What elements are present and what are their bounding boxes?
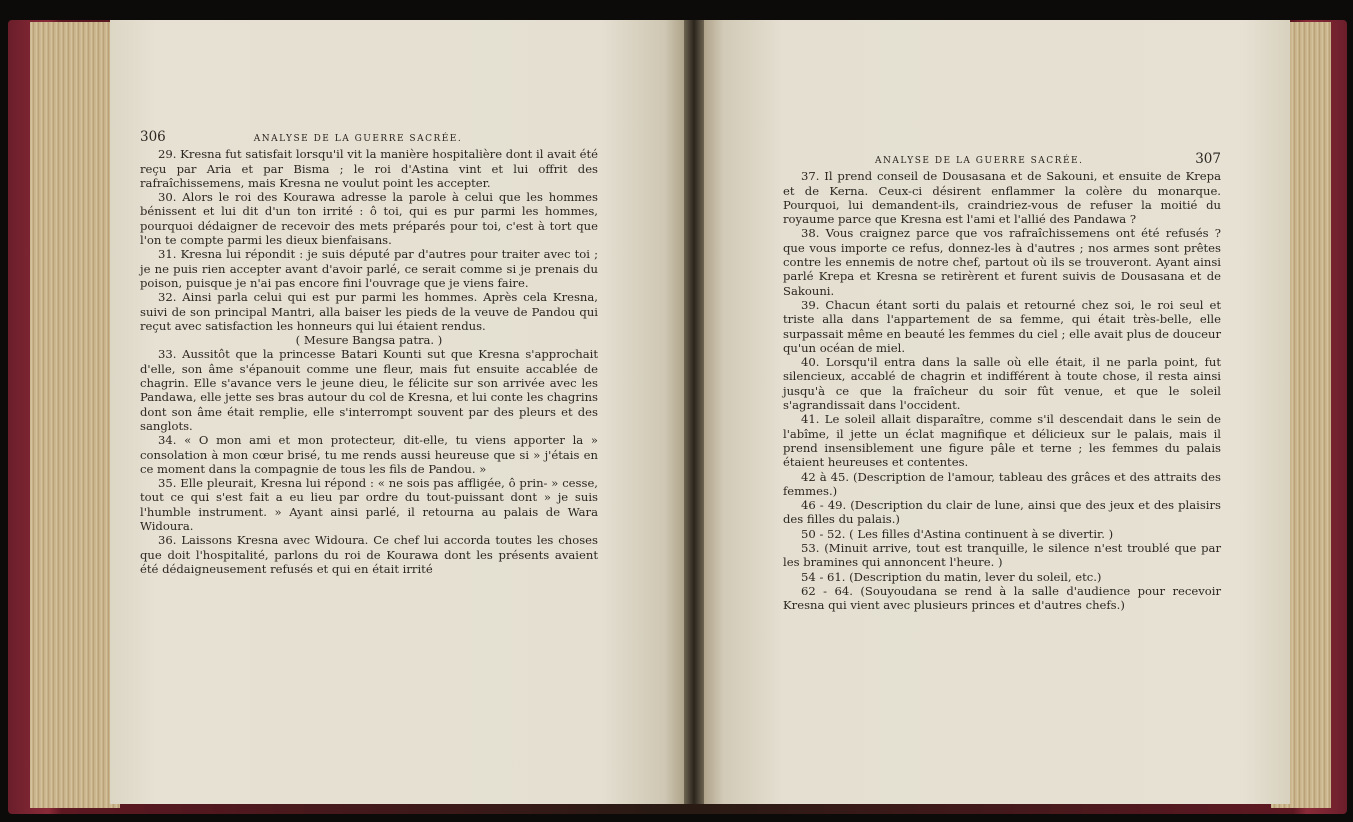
paragraph: 53. (Minuit arrive, tout est tranquille, le silence n'est troublé que par les bramines qui annoncent l'heure. )	[783, 541, 1221, 570]
paragraph: 40. Lorsqu'il entra dans la salle où elle était, il ne parla point, fut silencieux, accablé de chagrin et indifférent à toute chose, il resta ainsi jusqu'à ce que la fraîcheur du soir fût venue, et que le soleil s'agrandissait dans l'occident.	[783, 355, 1221, 413]
left-page-header	[140, 130, 598, 146]
book-gutter	[684, 20, 704, 804]
meter-note: ( Mesure Bangsa patra. )	[295, 333, 443, 348]
left-page-edges	[30, 22, 120, 808]
paragraph: 34. « O mon ami et mon protecteur, dit-elle, tu viens apporter la » consolation à mon cœur brisé, tu me rends aussi heureuse que si » j'étais en ce moment dans la compagnie de tous les fils de Pandou. »	[140, 433, 598, 476]
paragraph: 38. Vous craignez parce que vos rafraîchissemens ont été refusés ? que vous importe ce refus, donnez-les à d'autres ; nos armes sont prêtes contre les ennemis de notre chef, partout où ils se trouveront. Ayant ainsi parlé Krepa et Kresna se retirèrent et furent suivis de Dousasana et de Sakouni.	[783, 226, 1221, 298]
paragraph: 46 - 49. (Description du clair de lune, ainsi que des jeux et des plaisirs des filles du palais.)	[783, 498, 1221, 527]
right-page-text	[783, 152, 1221, 613]
paragraph: 32. Ainsi parla celui qui est pur parmi les hommes. Après cela Kresna, suivi de son principal Mantri, alla baiser les pieds de la veuve de Pandou qui reçut avec satisfaction les honneurs qui lui étaient rendus.	[140, 290, 598, 333]
paragraph: 50 - 52. ( Les filles d'Astina continuent à se divertir. )	[801, 526, 1114, 541]
paragraph: 62 - 64. (Souyoudana se rend à la salle d'audience pour recevoir Kresna qui vient avec plusieurs princes et d'autres chefs.)	[783, 583, 1221, 613]
paragraph: 37. Il prend conseil de Dousasana et de Sakouni, et ensuite de Krepa et de Kerna. Ceux-ci désirent enflammer la colère du monarque. Pourquoi, lui demandent-ils, craindriez-vous de refuser la moitié du royaume parce que Kresna est l'ami et l'allié des Pandawa ?	[783, 169, 1221, 227]
paragraph: 41. Le soleil allait disparaître, comme s'il descendait dans le sein de l'abîme, il jette un éclat magnifique et délicieux sur le palais, mais il prend insensiblement une figure pâle et terne ; les femmes du palais étaient heureuses et contentes.	[783, 412, 1221, 470]
right-running-title: ANALYSE DE LA GUERRE SACRÉE.	[875, 156, 1084, 166]
left-page-text	[140, 130, 598, 576]
right-page-number: 307	[1195, 151, 1221, 167]
right-page-header	[783, 152, 1221, 168]
paragraph: 29. Kresna fut satisfait lorsqu'il vit la manière hospitalière dont il avait été reçu par Aria et par Bisma ; le roi d'Astina vint et lui offrit des rafraîchissemens, mais Kresna ne voulut point les accepter.	[140, 147, 598, 190]
paragraph: 31. Kresna lui répondit : je suis député par d'autres pour traiter avec toi ; je ne puis rien accepter avant d'avoir parlé, ce serait comme si je prenais du poison, puisque je n'ai pas encore fini l'ouvrage que je viens faire.	[140, 247, 598, 290]
paragraph: 42 à 45. (Description de l'amour, tableau des grâces et des attraits des femmes.)	[783, 469, 1221, 498]
left-page-number: 306	[140, 129, 166, 145]
paragraph: 33. Aussitôt que la princesse Batari Kounti sut que Kresna s'approchait d'elle, son âme s'épanouit comme une fleur, mais fut ensuite accablée de chagrin. Elle s'avance vers le jeune dieu, le félicite sur son arrivée avec les Pandawa, elle jette ses bras autour du col de Kresna, et lui conte les chagrins dont son âme était remplie, elle s'interrompt souvent par des pleurs et des sanglots.	[140, 347, 598, 433]
paragraph: 36. Laissons Kresna avec Widoura. Ce chef lui accorda toutes les choses que doit l'hospitalité, parlons du roi de Kourawa dont les présents avaient été dédaigneusement refusés et qui en était irrité	[140, 533, 598, 576]
left-running-title: ANALYSE DE LA GUERRE SACRÉE.	[253, 134, 463, 144]
paragraph: 35. Elle pleurait, Kresna lui répond : « ne sois pas affligée, ô prin- » cesse, tout ce qui s'est fait a eu lieu par ordre du tout-puissant dont » je suis l'humble instrument. » Ayant ainsi parlé, il retourna au palais de Wara Widoura.	[140, 476, 598, 534]
paragraph: 30. Alors le roi des Kourawa adresse la parole à celui que les hommes bénissent et lui dit d'un ton irrité : ô toi, qui es pur parmi les hommes, pourquoi dédaigner de recevoir des mets préparés pour toi, c'est à tort que l'on te compte parmi les dieux bienfaisans.	[140, 190, 598, 248]
paragraph: 54 - 61. (Description du matin, lever du soleil, etc.)	[801, 569, 1102, 584]
paragraph: 39. Chacun étant sorti du palais et retourné chez soi, le roi seul et triste alla dans l'appartement de sa femme, qui était très-belle, elle surpassait même en beauté les femmes du ciel ; elle avait plus de douceur qu'un océan de miel.	[783, 297, 1221, 355]
